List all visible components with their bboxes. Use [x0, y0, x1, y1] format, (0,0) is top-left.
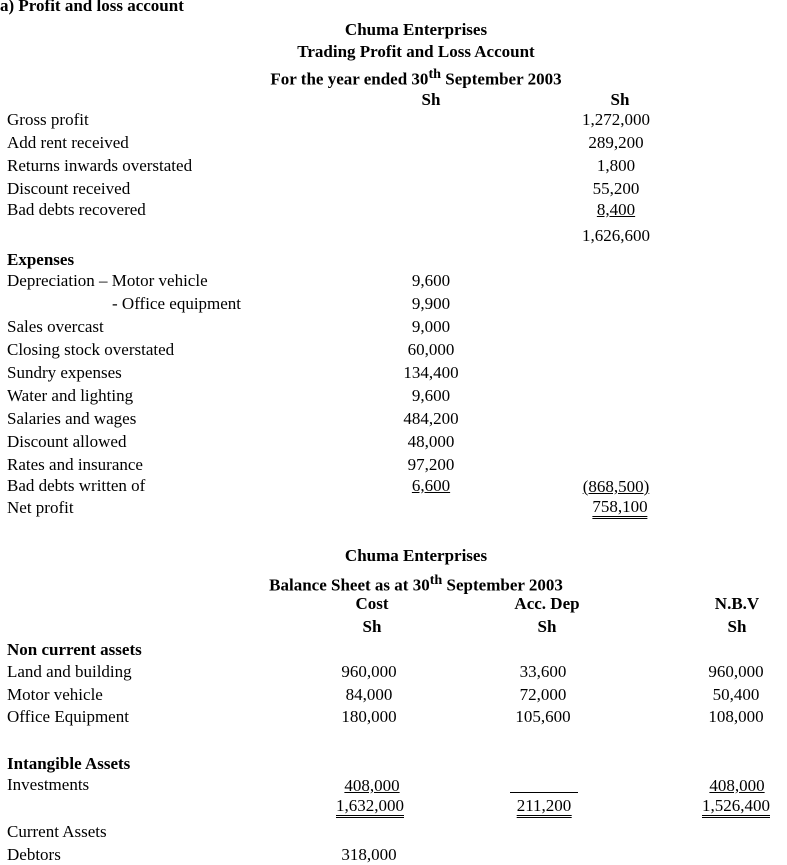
nca-dep: 33,600: [519, 662, 567, 681]
income-label: Add rent received: [7, 133, 129, 152]
expense-amount: 9,600: [411, 271, 451, 290]
debtors-label: Debtors: [7, 845, 61, 864]
total-nbv: 1,526,400: [702, 797, 770, 818]
expense-amount: 6,600: [411, 476, 451, 495]
section-heading: a) Profit and loss account: [0, 0, 184, 15]
expense-amount: 9,600: [411, 386, 451, 405]
income-label: Gross profit: [7, 110, 89, 129]
income-amount: 8,400: [596, 200, 636, 219]
nca-nbv: 108,000: [708, 707, 764, 726]
expense-amount: 9,000: [411, 317, 451, 336]
expense-label: Rates and insurance: [7, 455, 143, 474]
income-amount: 1,272,000: [582, 110, 650, 129]
income-total: 1,626,600: [582, 226, 650, 245]
expense-label: Closing stock overstated: [7, 340, 175, 359]
pl-title: Trading Profit and Loss Account: [297, 42, 535, 61]
net-profit-amount: 758,100: [592, 498, 647, 519]
expense-label: Depreciation – Motor vehicle: [7, 271, 208, 290]
nca-label: Office Equipment: [7, 707, 129, 726]
pl-col2-header: Sh: [610, 90, 630, 109]
expense-amount: 9,900: [411, 294, 451, 313]
debtors-amount: 318,000: [341, 845, 397, 864]
nca-nbv: 960,000: [708, 662, 764, 681]
expense-label: Bad debts written of: [7, 476, 146, 495]
investments-cost: 408,000: [344, 776, 400, 795]
expense-amount: 97,200: [407, 455, 455, 474]
bs-col-dep: Acc. Dep: [514, 594, 580, 613]
bs-title: Balance Sheet as at 30th September 2003: [269, 572, 563, 595]
investments-nbv: 408,000: [709, 776, 765, 795]
expense-amount: 484,200: [403, 409, 459, 428]
expense-amount: 60,000: [407, 340, 455, 359]
bs-unit-cost: Sh: [362, 617, 382, 636]
income-label: Discount received: [7, 179, 131, 198]
pl-company-name: Chuma Enterprises: [344, 20, 488, 39]
expenses-total: (868,500): [582, 477, 650, 496]
bs-company-name: Chuma Enterprises: [344, 546, 488, 565]
income-amount: 289,200: [588, 133, 644, 152]
nca-cost: 84,000: [345, 685, 393, 704]
net-profit-label: Net profit: [7, 498, 74, 517]
bs-col-nbv: N.B.V: [714, 594, 760, 613]
nca-label: Motor vehicle: [7, 685, 103, 704]
nca-cost: 180,000: [341, 707, 397, 726]
dep-subtotal-rule: [510, 792, 578, 793]
expense-amount: 134,400: [403, 363, 459, 382]
bs-unit-dep: Sh: [537, 617, 557, 636]
nca-nbv: 50,400: [712, 685, 760, 704]
income-label: Returns inwards overstated: [7, 156, 193, 175]
income-label: Bad debts recovered: [7, 200, 146, 219]
expense-label: Sales overcast: [7, 317, 104, 336]
nca-heading: Non current assets: [7, 640, 142, 659]
pl-col1-header: Sh: [421, 90, 441, 109]
nca-dep: 72,000: [519, 685, 567, 704]
pl-period: For the year ended 30th September 2003: [270, 66, 562, 89]
expense-label: Sundry expenses: [7, 363, 122, 382]
total-dep: 211,200: [517, 797, 572, 818]
nca-cost: 960,000: [341, 662, 397, 681]
nca-label: Land and building: [7, 662, 132, 681]
total-cost: 1,632,000: [336, 797, 404, 818]
expenses-heading: Expenses: [7, 250, 75, 269]
income-amount: 1,800: [596, 156, 636, 175]
bs-unit-nbv: Sh: [727, 617, 747, 636]
nca-dep: 105,600: [515, 707, 571, 726]
investments-label: Investments: [7, 775, 90, 794]
expense-label: Discount allowed: [7, 432, 127, 451]
expense-amount: 48,000: [407, 432, 455, 451]
current-assets-heading: Current Assets: [7, 822, 107, 841]
income-amount: 55,200: [592, 179, 640, 198]
expense-label: Water and lighting: [7, 386, 134, 405]
expense-label: - Office equipment: [112, 294, 242, 313]
bs-col-cost: Cost: [355, 594, 389, 613]
expense-label: Salaries and wages: [7, 409, 137, 428]
intangible-heading: Intangible Assets: [7, 754, 131, 773]
